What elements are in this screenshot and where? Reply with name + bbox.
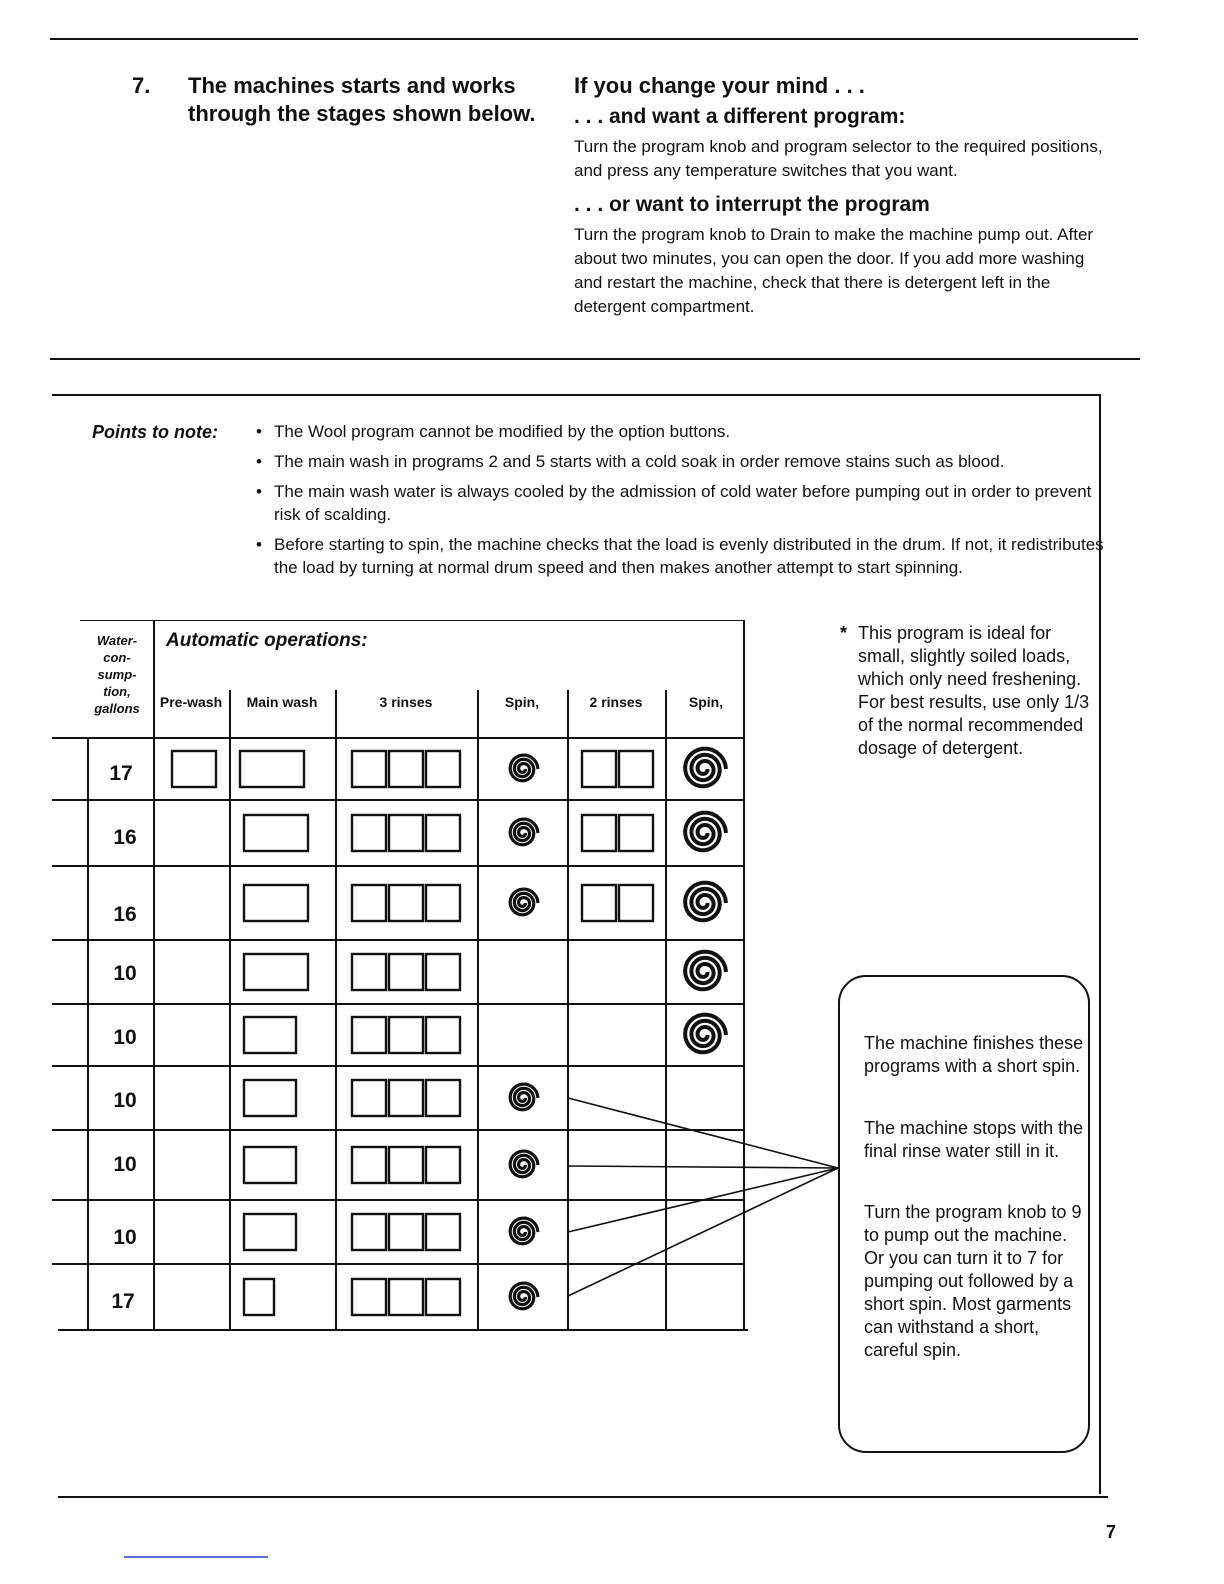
page-number: 7 xyxy=(1106,1522,1117,1542)
rinse-box xyxy=(389,954,423,990)
rinse-box xyxy=(426,885,460,921)
gallons-value: 10 xyxy=(113,1226,137,1249)
rinse-box xyxy=(389,885,423,921)
step-text: The machines starts and works through the stages shown below. xyxy=(188,73,536,126)
col-header-3rinses: 3 rinses xyxy=(379,694,433,710)
spin-icon xyxy=(510,1084,538,1110)
callout-paragraph: Turn the program knob to 9 to pump out the machine. Or you can turn it to 7 for pumping out followed by a short spin. Most garments can withstand a short, careful spin. xyxy=(864,1202,1082,1360)
spin-icon xyxy=(510,755,538,781)
notes-label: Points to note: xyxy=(92,422,218,442)
rinse-box xyxy=(619,751,653,787)
rinse-box xyxy=(352,1279,386,1315)
gallons-value: 10 xyxy=(113,962,137,985)
prewash-box xyxy=(172,751,216,787)
bottom-rule xyxy=(58,1496,1108,1498)
rinse-box xyxy=(582,751,616,787)
star-note-text: This program is ideal for small, slightly soiled loads, which only need freshening. For best results, use only 1/3 of the normal recommended dosage of detergent. xyxy=(858,623,1090,758)
rinse-box xyxy=(352,1214,386,1250)
water-header-line: tion, xyxy=(103,684,131,699)
water-header-line: Water- xyxy=(96,633,138,648)
rinse-box xyxy=(426,1080,460,1116)
gallons-value: 16 xyxy=(113,826,137,849)
rinse-box xyxy=(426,1017,460,1053)
mainwash-box xyxy=(244,885,308,921)
rinse-box xyxy=(352,1017,386,1053)
gallons-value: 17 xyxy=(111,1290,135,1313)
col-header-prewash: Pre-wash xyxy=(159,694,223,710)
rinse-box xyxy=(352,885,386,921)
water-header-line: con- xyxy=(103,650,131,665)
notes-list xyxy=(254,420,1104,586)
gallons-value: 16 xyxy=(113,903,137,926)
step-heading xyxy=(132,72,568,128)
rinse-box xyxy=(352,815,386,851)
rinse-box xyxy=(389,1147,423,1183)
gallons-value: 10 xyxy=(113,1026,137,1049)
spin-icon xyxy=(510,889,538,915)
rinse-box xyxy=(582,815,616,851)
note-item: • The Wool program cannot be modified by the option buttons. xyxy=(254,420,1104,443)
rinse-box xyxy=(352,954,386,990)
col-header-spin-1: Spin, xyxy=(504,694,540,710)
rinse-box xyxy=(389,1017,423,1053)
rinse-box xyxy=(389,815,423,851)
rinse-box xyxy=(426,1279,460,1315)
rinse-box xyxy=(426,954,460,990)
note-item: • The main wash water is always cooled by the admission of cold water before pumping out in order to prevent risk of scalding. xyxy=(254,480,1104,526)
rinse-box xyxy=(352,1147,386,1183)
mainwash-box xyxy=(240,751,304,787)
spin-icon xyxy=(685,749,726,787)
gallons-value: 10 xyxy=(113,1089,137,1112)
program-table-graphic xyxy=(52,620,752,1335)
change-mind-heading: If you change your mind . . . xyxy=(574,73,865,98)
note-item: • Before starting to spin, the machine checks that the load is evenly distributed in the drum. If not, it redistributes the load by turning at normal drum speed and then makes another attempt to start spinning. xyxy=(254,533,1104,579)
spin-icon xyxy=(685,952,726,990)
callout-box xyxy=(838,975,1090,1453)
gallons-value: 17 xyxy=(109,762,133,785)
spin-icon xyxy=(510,819,538,845)
rinse-box xyxy=(352,1080,386,1116)
rinse-box xyxy=(619,815,653,851)
spin-icon xyxy=(685,1015,726,1053)
step-number: 7. xyxy=(132,73,151,98)
callout-paragraph: The machine finishes these programs with a short spin. xyxy=(864,1033,1084,1076)
mainwash-box xyxy=(244,1279,274,1315)
rinse-box xyxy=(426,1214,460,1250)
different-program-text: Turn the program knob and program selector to the required positions, and press any temperature switches that you want. xyxy=(574,137,1103,180)
spin-icon xyxy=(510,1151,538,1177)
top-rule xyxy=(50,38,1138,40)
change-mind-section xyxy=(574,72,1114,319)
mainwash-box xyxy=(244,954,308,990)
mid-rule xyxy=(50,358,1140,360)
rinse-box xyxy=(389,1080,423,1116)
mainwash-box xyxy=(244,815,308,851)
rinse-box xyxy=(352,751,386,787)
water-header-line: sump- xyxy=(97,667,137,682)
interrupt-program-subheading: . . . or want to interrupt the program xyxy=(574,193,930,216)
mainwash-box xyxy=(244,1080,296,1116)
automatic-operations-header: Automatic operations: xyxy=(166,630,368,651)
spin-icon xyxy=(510,1218,538,1244)
mainwash-box xyxy=(244,1147,296,1183)
rinse-box xyxy=(389,751,423,787)
program-table xyxy=(52,620,752,1335)
col-header-2rinses: 2 rinses xyxy=(589,694,643,710)
rinse-box xyxy=(619,885,653,921)
spin-icon xyxy=(685,883,726,921)
rinse-box xyxy=(426,815,460,851)
col-header-mainwash: Main wash xyxy=(246,694,318,710)
interrupt-program-text: Turn the program knob to Drain to make the machine pump out. After about two minutes, you can open the door. If you add more washing and restart the machine, check that there is detergent left in the detergent compartment. xyxy=(574,225,1094,316)
spin-icon xyxy=(510,1283,538,1309)
mainwash-box xyxy=(244,1017,296,1053)
rinse-box xyxy=(582,885,616,921)
mainwash-box xyxy=(244,1214,296,1250)
callout-paragraph: The machine stops with the final rinse water still in it. xyxy=(864,1118,1084,1161)
col-header-spin-2: Spin, xyxy=(688,694,724,710)
different-program-subheading: . . . and want a different program: xyxy=(574,105,906,128)
blue-underline xyxy=(124,1556,268,1558)
star-note xyxy=(840,622,1090,760)
star-marker: * xyxy=(840,623,848,643)
note-item: • The main wash in programs 2 and 5 starts with a cold soak in order remove stains such as blood. xyxy=(254,450,1104,473)
rinse-box xyxy=(426,751,460,787)
water-header-line: gallons xyxy=(94,701,140,716)
gallons-value: 10 xyxy=(113,1153,137,1176)
spin-icon xyxy=(685,813,726,851)
rinse-box xyxy=(389,1279,423,1315)
rinse-box xyxy=(389,1214,423,1250)
frame-top-rule xyxy=(52,394,1100,396)
rinse-box xyxy=(426,1147,460,1183)
